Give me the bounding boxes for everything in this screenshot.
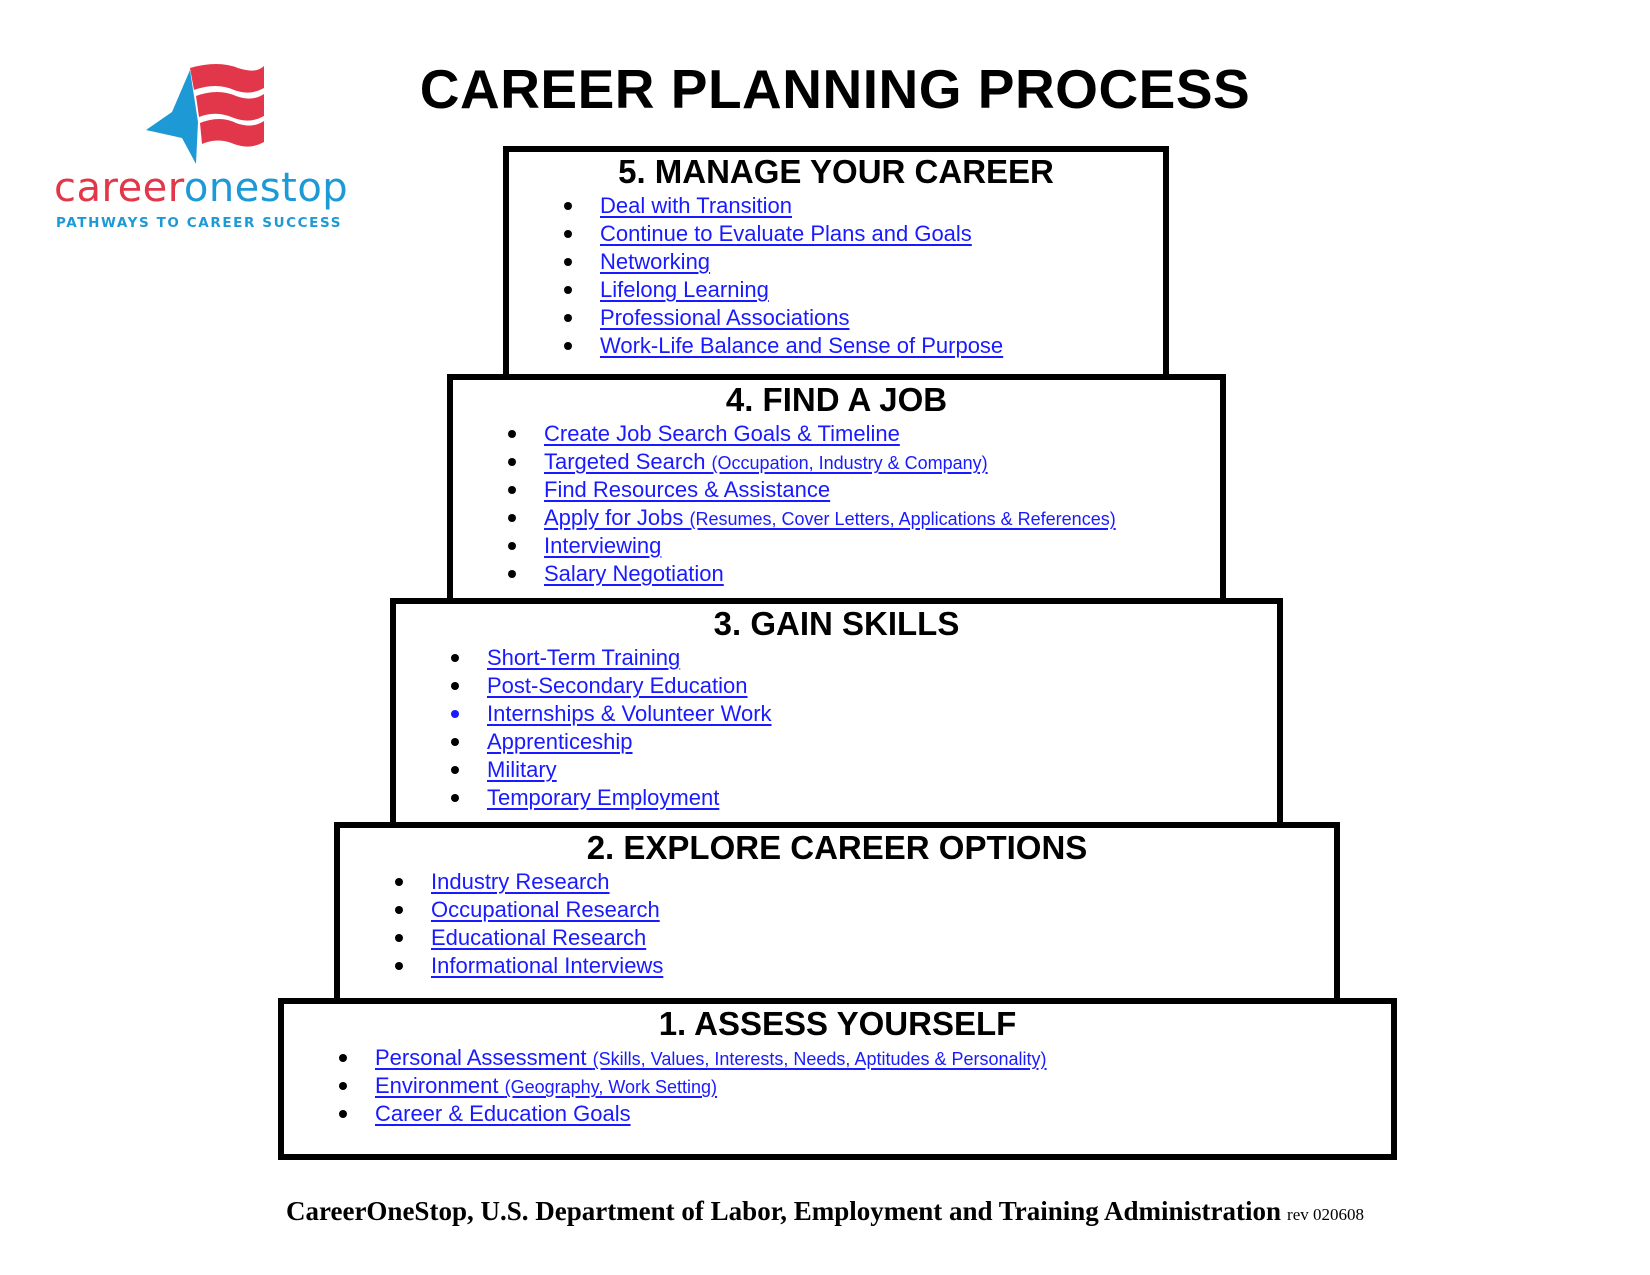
- list-item: [600, 192, 1163, 220]
- bullet-icon: [451, 682, 459, 690]
- link-short-term-training[interactable]: Short-Term Training: [487, 645, 681, 670]
- list-item: [544, 532, 1220, 560]
- step-link-list: [340, 868, 1334, 980]
- list-item: [375, 1100, 1391, 1128]
- bullet-icon: [395, 906, 403, 914]
- link-military[interactable]: Military: [487, 757, 557, 782]
- revision-label: rev 020608: [1287, 1205, 1365, 1224]
- bullet-icon: [395, 934, 403, 942]
- list-item: [600, 304, 1163, 332]
- list-item: [431, 896, 1334, 924]
- bullet-icon: [395, 962, 403, 970]
- list-item: [431, 868, 1334, 896]
- link-targeted-search[interactable]: Targeted Search (Occupation, Industry & Company): [544, 449, 988, 474]
- bullet-icon: [564, 314, 572, 322]
- bullet-icon: [339, 1054, 347, 1062]
- step-find-a-job: [447, 374, 1226, 604]
- page-title: CAREER PLANNING PROCESS: [419, 58, 1251, 120]
- link-lifelong-learning[interactable]: Lifelong Learning: [600, 277, 769, 302]
- bullet-icon: [508, 486, 516, 494]
- step-gain-skills: [390, 598, 1283, 830]
- list-item: [487, 756, 1277, 784]
- bullet-icon: [451, 794, 459, 802]
- list-item: [544, 560, 1220, 588]
- list-item: [600, 276, 1163, 304]
- link-find-resources[interactable]: Find Resources & Assistance: [544, 477, 831, 502]
- list-item: [375, 1072, 1391, 1100]
- logo-wordmark: careeronestop: [54, 165, 349, 211]
- bullet-icon: [451, 738, 459, 746]
- step-heading: 3. GAIN SKILLS: [713, 605, 960, 642]
- bullet-icon: [339, 1110, 347, 1118]
- bullet-icon: [508, 430, 516, 438]
- step-link-list: [396, 644, 1277, 812]
- link-work-life-balance[interactable]: Work-Life Balance and Sense of Purpose: [600, 333, 1004, 358]
- link-post-secondary-education[interactable]: Post-Secondary Education: [487, 673, 748, 698]
- list-item: [487, 700, 1277, 728]
- bullet-icon: [564, 230, 572, 238]
- footer-credit: [0, 1196, 1650, 1227]
- bullet-icon: [564, 202, 572, 210]
- bullet-icon: [508, 542, 516, 550]
- step-heading: 1. ASSESS YOURSELF: [658, 1005, 1017, 1042]
- link-salary-negotiation[interactable]: Salary Negotiation: [544, 561, 724, 586]
- list-item: [375, 1044, 1391, 1072]
- bullet-icon: [564, 286, 572, 294]
- link-continue-to-evaluate[interactable]: Continue to Evaluate Plans and Goals: [600, 221, 972, 246]
- link-temporary-employment[interactable]: Temporary Employment: [487, 785, 720, 810]
- list-item: [544, 420, 1220, 448]
- step-link-list: [284, 1044, 1391, 1128]
- bullet-icon: [564, 258, 572, 266]
- link-informational-interviews[interactable]: Informational Interviews: [431, 953, 664, 978]
- link-interviewing[interactable]: Interviewing: [544, 533, 662, 558]
- list-item: [487, 644, 1277, 672]
- step-manage-your-career: [503, 146, 1169, 382]
- logo-tagline: PATHWAYS TO CAREER SUCCESS: [56, 215, 343, 231]
- bullet-icon: [451, 710, 459, 718]
- bullet-icon: [395, 878, 403, 886]
- list-item: [487, 784, 1277, 812]
- link-internships-volunteer-work[interactable]: Internships & Volunteer Work: [487, 701, 772, 726]
- link-create-job-search-goals[interactable]: Create Job Search Goals & Timeline: [544, 421, 900, 446]
- link-apprenticeship[interactable]: Apprenticeship: [487, 729, 633, 754]
- list-item: [487, 672, 1277, 700]
- link-career-education-goals[interactable]: Career & Education Goals: [375, 1101, 631, 1126]
- bullet-icon: [339, 1082, 347, 1090]
- link-occupational-research[interactable]: Occupational Research: [431, 897, 660, 922]
- list-item: [544, 476, 1220, 504]
- list-item: [544, 504, 1220, 532]
- step-heading: 2. EXPLORE CAREER OPTIONS: [586, 829, 1088, 866]
- list-item: [600, 220, 1163, 248]
- list-item: [487, 728, 1277, 756]
- step-explore-career-options: [334, 822, 1340, 1004]
- link-apply-for-jobs[interactable]: Apply for Jobs (Resumes, Cover Letters, Applications & References): [544, 505, 1116, 530]
- step-heading: 5. MANAGE YOUR CAREER: [618, 153, 1054, 190]
- step-heading: 4. FIND A JOB: [725, 381, 948, 418]
- list-item: [600, 248, 1163, 276]
- bullet-icon: [508, 458, 516, 466]
- footer-text: CareerOneStop, U.S. Department of Labor, Employment and Training Administration: [285, 1196, 1282, 1226]
- step-link-list: [509, 192, 1163, 360]
- link-industry-research[interactable]: Industry Research: [431, 869, 610, 894]
- bullet-icon: [451, 766, 459, 774]
- link-networking[interactable]: Networking: [600, 249, 711, 274]
- link-personal-assessment[interactable]: Personal Assessment (Skills, Values, Interests, Needs, Aptitudes & Personality): [375, 1045, 1047, 1070]
- link-educational-research[interactable]: Educational Research: [431, 925, 647, 950]
- list-item: [600, 332, 1163, 360]
- list-item: [431, 924, 1334, 952]
- step-link-list: [453, 420, 1220, 588]
- bullet-icon: [451, 654, 459, 662]
- link-professional-associations[interactable]: Professional Associations: [600, 305, 850, 330]
- list-item: [544, 448, 1220, 476]
- list-item: [431, 952, 1334, 980]
- bullet-icon: [508, 514, 516, 522]
- link-environment[interactable]: Environment (Geography, Work Setting): [375, 1073, 718, 1098]
- step-assess-yourself: [278, 998, 1397, 1160]
- bullet-icon: [564, 342, 572, 350]
- bullet-icon: [508, 570, 516, 578]
- link-deal-with-transition[interactable]: Deal with Transition: [600, 193, 792, 218]
